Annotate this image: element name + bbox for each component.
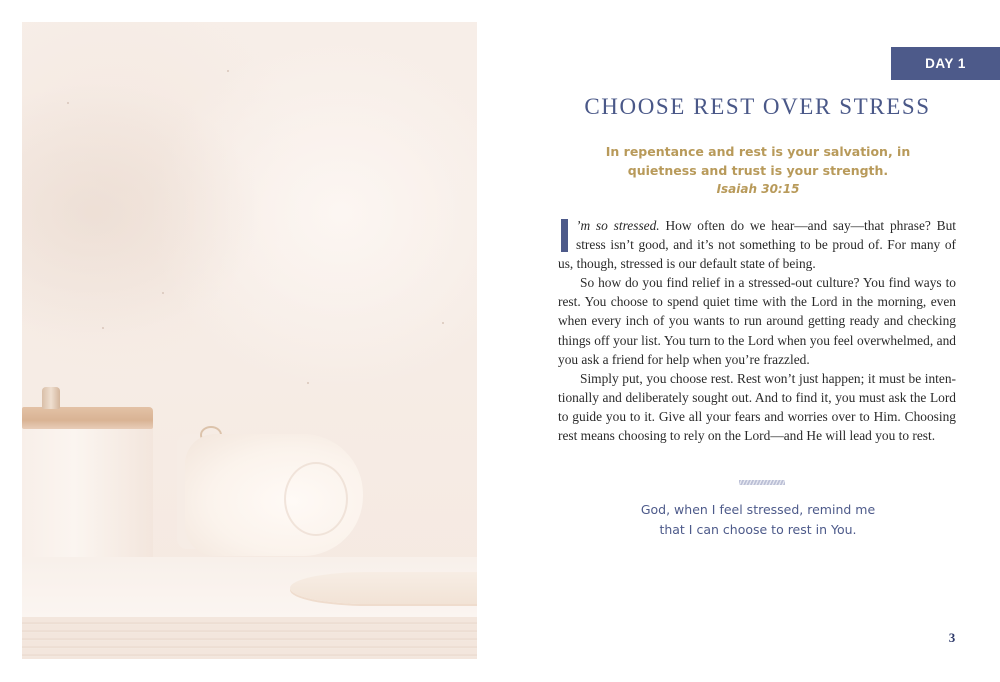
body-paragraph	[558, 216, 956, 273]
verse-reference: Isaiah 30:15	[716, 182, 800, 196]
wall-speck	[102, 327, 104, 329]
wall-speck	[162, 292, 164, 294]
ornamental-divider	[739, 480, 785, 485]
body-paragraph: Simply put, you choose rest. Rest won’t just happen; it must be intentionally and deliberately sought out. And to find it, you must ask the Lord to guide you to it. Give all your fears and worries over to Him. Choosing rest means choosing to rely on the Lord—and He will lead you to rest.	[558, 370, 956, 444]
dropcap-i	[561, 219, 568, 252]
wall-speck	[307, 382, 309, 384]
prayer	[590, 500, 926, 540]
wall-speck	[227, 70, 229, 72]
verse-line: quietness and trust is your strength.	[627, 163, 889, 178]
jar-lid	[22, 407, 153, 429]
wall-shadow	[22, 82, 262, 342]
day-badge: DAY 1	[891, 47, 1000, 80]
page-title: CHOOSE REST OVER STRESS	[584, 94, 931, 119]
prayer-line: God, when I feel stressed, remind me	[640, 502, 876, 517]
page-number: 3	[948, 630, 956, 645]
plate	[290, 572, 477, 604]
wall-speck	[442, 322, 444, 324]
devotional-body	[558, 216, 956, 445]
decorative-photo	[22, 22, 477, 659]
towel-swirl	[284, 462, 348, 536]
paragraph-text: How often do we hear—and say—that phrase? But stress isn’t good, and it’s not something to be proud of. For many of us, though, stressed is our default state of being.	[558, 218, 956, 272]
scripture-verse	[560, 142, 956, 199]
jar-knob	[42, 387, 60, 409]
wall-speck	[67, 102, 69, 104]
italic-lead: ’m so stressed.	[576, 218, 660, 233]
prayer-line: that I can choose to rest in You.	[659, 522, 857, 537]
verse-line: In repentance and rest is your salvation, in	[605, 144, 911, 159]
jar-body	[22, 424, 153, 570]
table-edge	[22, 617, 477, 659]
body-paragraph: So how do you find relief in a stressed-out culture? You find ways to rest. You choose to spend quiet time with the Lord in the morning, even when every inch of you wants to run around getting ready and checking things off your list. You turn to the Lord when you feel overwhelmed, and you ask a friend for help when you’re frazzled.	[558, 275, 956, 367]
